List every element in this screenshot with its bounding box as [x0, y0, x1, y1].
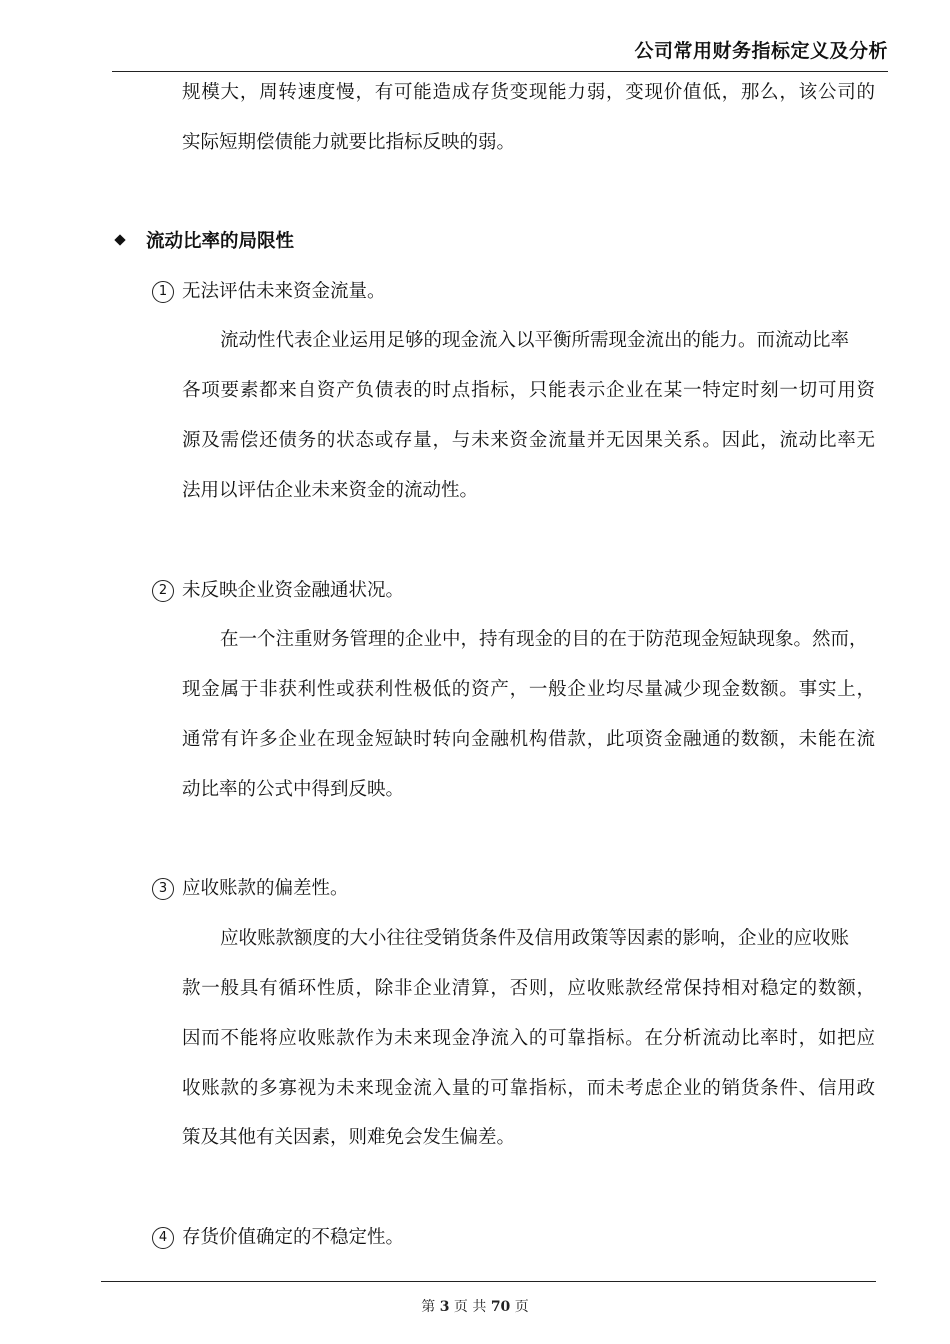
circled-number-3-icon: 3: [152, 878, 174, 900]
footer-total-pages: 70: [490, 1299, 511, 1315]
item-heading-2: [152, 578, 404, 604]
item-heading-text: 存货价值确定的不稳定性。: [182, 1227, 405, 1248]
footer-page-number: 3: [439, 1299, 450, 1315]
header-divider: [112, 71, 888, 72]
paragraph-line: 现金属于非获利性或获利性极低的资产，一般企业均尽量减少现金数额。事实上，: [182, 679, 875, 700]
footer-suffix: 页: [514, 1299, 529, 1315]
item-heading-4: [152, 1225, 404, 1251]
item-heading-text: 应收账款的偏差性。: [182, 878, 349, 899]
paragraph-line: 通常有许多企业在现金短缺时转向金融机构借款，此项资金融通的数额，未能在流: [182, 729, 875, 750]
paragraph-line: 源及需偿还债务的状态或存量，与未来资金流量并无因果关系。因此，流动比率无: [182, 430, 875, 451]
paragraph-line: 策及其他有关因素，则难免会发生偏差。: [182, 1127, 516, 1148]
paragraph-line: 应收账款额度的大小往往受销货条件及信用政策等因素的影响，企业的应收账: [220, 928, 850, 949]
section-title: 流动比率的局限性: [146, 231, 295, 252]
footer-divider: [101, 1281, 876, 1282]
item-heading-3: [152, 876, 349, 902]
item-heading-text: 无法评估未来资金流量。: [182, 281, 386, 302]
item-heading-1: [152, 279, 386, 305]
paragraph-line: 在一个注重财务管理的企业中，持有现金的目的在于防范现金短缺现象。然而，: [220, 629, 868, 650]
paragraph-line: 法用以评估企业未来资金的流动性。: [182, 480, 479, 501]
paragraph-line: 流动性代表企业运用足够的现金流入以平衡所需现金流出的能力。而流动比率: [220, 330, 850, 351]
paragraph-line: 收账款的多寡视为未来现金流入量的可靠指标，而未考虑企业的销货条件、信用政: [182, 1078, 875, 1099]
continuation-line-2: 实际短期偿债能力就要比指标反映的弱。: [182, 132, 516, 153]
circled-number-4-icon: 4: [152, 1227, 174, 1249]
page-footer: [0, 1296, 950, 1316]
paragraph-line: 因而不能将应收账款作为未来现金净流入的可靠指标。在分析流动比率时，如把应: [182, 1028, 875, 1049]
footer-middle: 页 共: [453, 1299, 487, 1315]
paragraph-line: 各项要素都来自资产负债表的时点指标，只能表示企业在某一特定时刻一切可用资: [182, 380, 875, 401]
item-heading-text: 未反映企业资金融通状况。: [182, 580, 405, 601]
circled-number-2-icon: 2: [152, 580, 174, 602]
paragraph-line: 款一般具有循环性质，除非企业清算，否则，应收账款经常保持相对稳定的数额，: [182, 978, 875, 999]
footer-prefix: 第: [421, 1299, 436, 1315]
diamond-bullet-icon: [114, 234, 125, 245]
page-header-title: 公司常用财务指标定义及分析: [634, 40, 888, 62]
circled-number-1-icon: 1: [152, 281, 174, 303]
paragraph-line: 动比率的公式中得到反映。: [182, 779, 405, 800]
continuation-line-1: 规模大，周转速度慢，有可能造成存货变现能力弱，变现价值低，那么，该公司的: [182, 82, 875, 103]
